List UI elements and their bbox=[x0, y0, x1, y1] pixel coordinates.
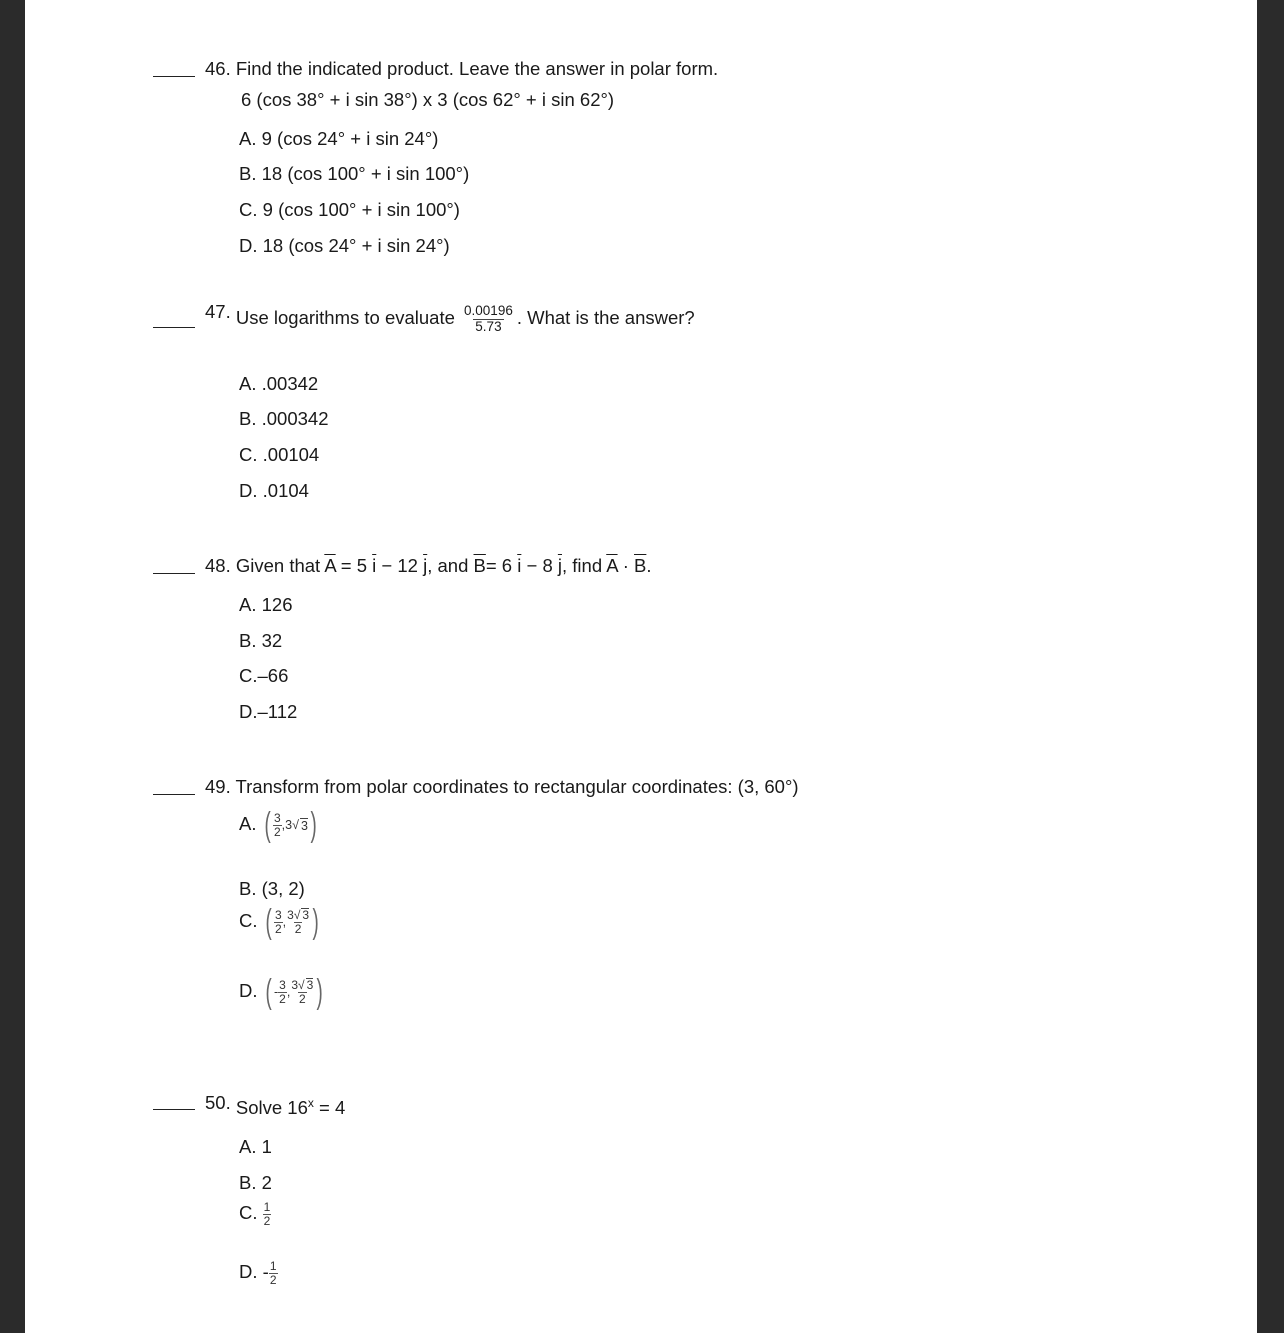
question-stem: 50. Solve $16^x = 4$ bbox=[205, 1092, 346, 1119]
option-d: D.–112 bbox=[239, 701, 298, 722]
option-d: D. ( - 3 2 , 3√ 3 2 ) bbox=[239, 975, 326, 1009]
option-b: B. (3, 2) bbox=[239, 878, 305, 899]
unit-i: $\overline{i}$ bbox=[372, 555, 377, 576]
option-c: C. ( 3 2 , 3√ 3 2 ) bbox=[239, 905, 321, 939]
unit-i: $\overline{i}$ bbox=[517, 555, 522, 576]
option-a: A. 1 bbox=[239, 1136, 272, 1157]
question-stem: 46. Find the indicated product. Leave the answer in polar form. bbox=[205, 58, 719, 79]
question-number: 50. bbox=[205, 1092, 231, 1114]
question-stem: 47. Use logarithms to evaluate $\frac{0.00196}{5.73}$ . What is the answer? bbox=[205, 301, 695, 334]
vector-b: $\overline{B}$ bbox=[634, 555, 647, 576]
fraction: $\frac{0.00196}{5.73}$ bbox=[464, 303, 513, 334]
question-expression: 6 (cos 38° + i sin 38°) x 3 (cos 62° + i sin 62°) bbox=[241, 89, 615, 110]
answer-blank[interactable] bbox=[153, 1109, 195, 1110]
option-a: A. 126 bbox=[239, 594, 293, 615]
coordinate-expression: ( - 3 2 , 3√ 3 2 ) bbox=[265, 973, 324, 1011]
unit-j: $\overline{j}$ bbox=[557, 555, 562, 576]
option-a: A. .00342 bbox=[239, 373, 319, 394]
question-stem: 48. Given that $\overline{A} = 5$ $\overline{i} - 12$ $\overline{j}$, and $\overline{B}= 6$ $\overline{i} - 8$ $\overline{j}$, find $\overline{A} \cdot \overline{B}$. bbox=[205, 555, 652, 576]
option-a: A. 9 (cos 24° + i sin 24°) bbox=[239, 128, 439, 149]
option-b: B. 2 bbox=[239, 1172, 272, 1193]
vector-a: $\overline{A}$ bbox=[606, 555, 618, 576]
option-c: C. .00104 bbox=[239, 444, 320, 465]
option-d: D. 18 (cos 24° + i sin 24°) bbox=[239, 235, 450, 256]
option-c: C. 9 (cos 100° + i sin 100°) bbox=[239, 199, 460, 220]
question-number: 48. bbox=[205, 555, 231, 576]
answer-blank[interactable] bbox=[153, 76, 195, 77]
option-b: B. 32 bbox=[239, 630, 283, 651]
answer-blank[interactable] bbox=[153, 573, 195, 574]
option-b: B. 18 (cos 100° + i sin 100°) bbox=[239, 163, 470, 184]
option-d: D. - $\frac{1}{2}$ bbox=[239, 1259, 277, 1287]
question-number: 47. bbox=[205, 301, 231, 323]
coordinate-expression: ( 3 2 , 3√ 3 2 ) bbox=[265, 903, 319, 941]
question-number: 49. bbox=[205, 776, 231, 797]
vector-a: $\overline{A}$ bbox=[324, 555, 336, 576]
vector-b: $\overline{B}$ bbox=[473, 555, 486, 576]
answer-blank[interactable] bbox=[153, 794, 195, 795]
unit-j: $\overline{j}$ bbox=[423, 555, 428, 576]
question-stem: 49. Transform from polar coordinates to rectangular coordinates: (3, 60°) bbox=[205, 776, 799, 797]
coordinate-expression: ( 3 2 , 3 √ 3 ) bbox=[264, 806, 317, 844]
option-c: C.–66 bbox=[239, 665, 289, 686]
option-a: A. ( 3 2 , 3 √ 3 ) bbox=[239, 808, 319, 842]
answer-blank[interactable] bbox=[153, 327, 195, 328]
question-number: 46. bbox=[205, 58, 231, 79]
option-b: B. .000342 bbox=[239, 408, 329, 429]
worksheet-page bbox=[25, 0, 1257, 1333]
option-d: D. .0104 bbox=[239, 480, 309, 501]
option-c: C. $\frac{1}{2}$ bbox=[239, 1200, 271, 1228]
